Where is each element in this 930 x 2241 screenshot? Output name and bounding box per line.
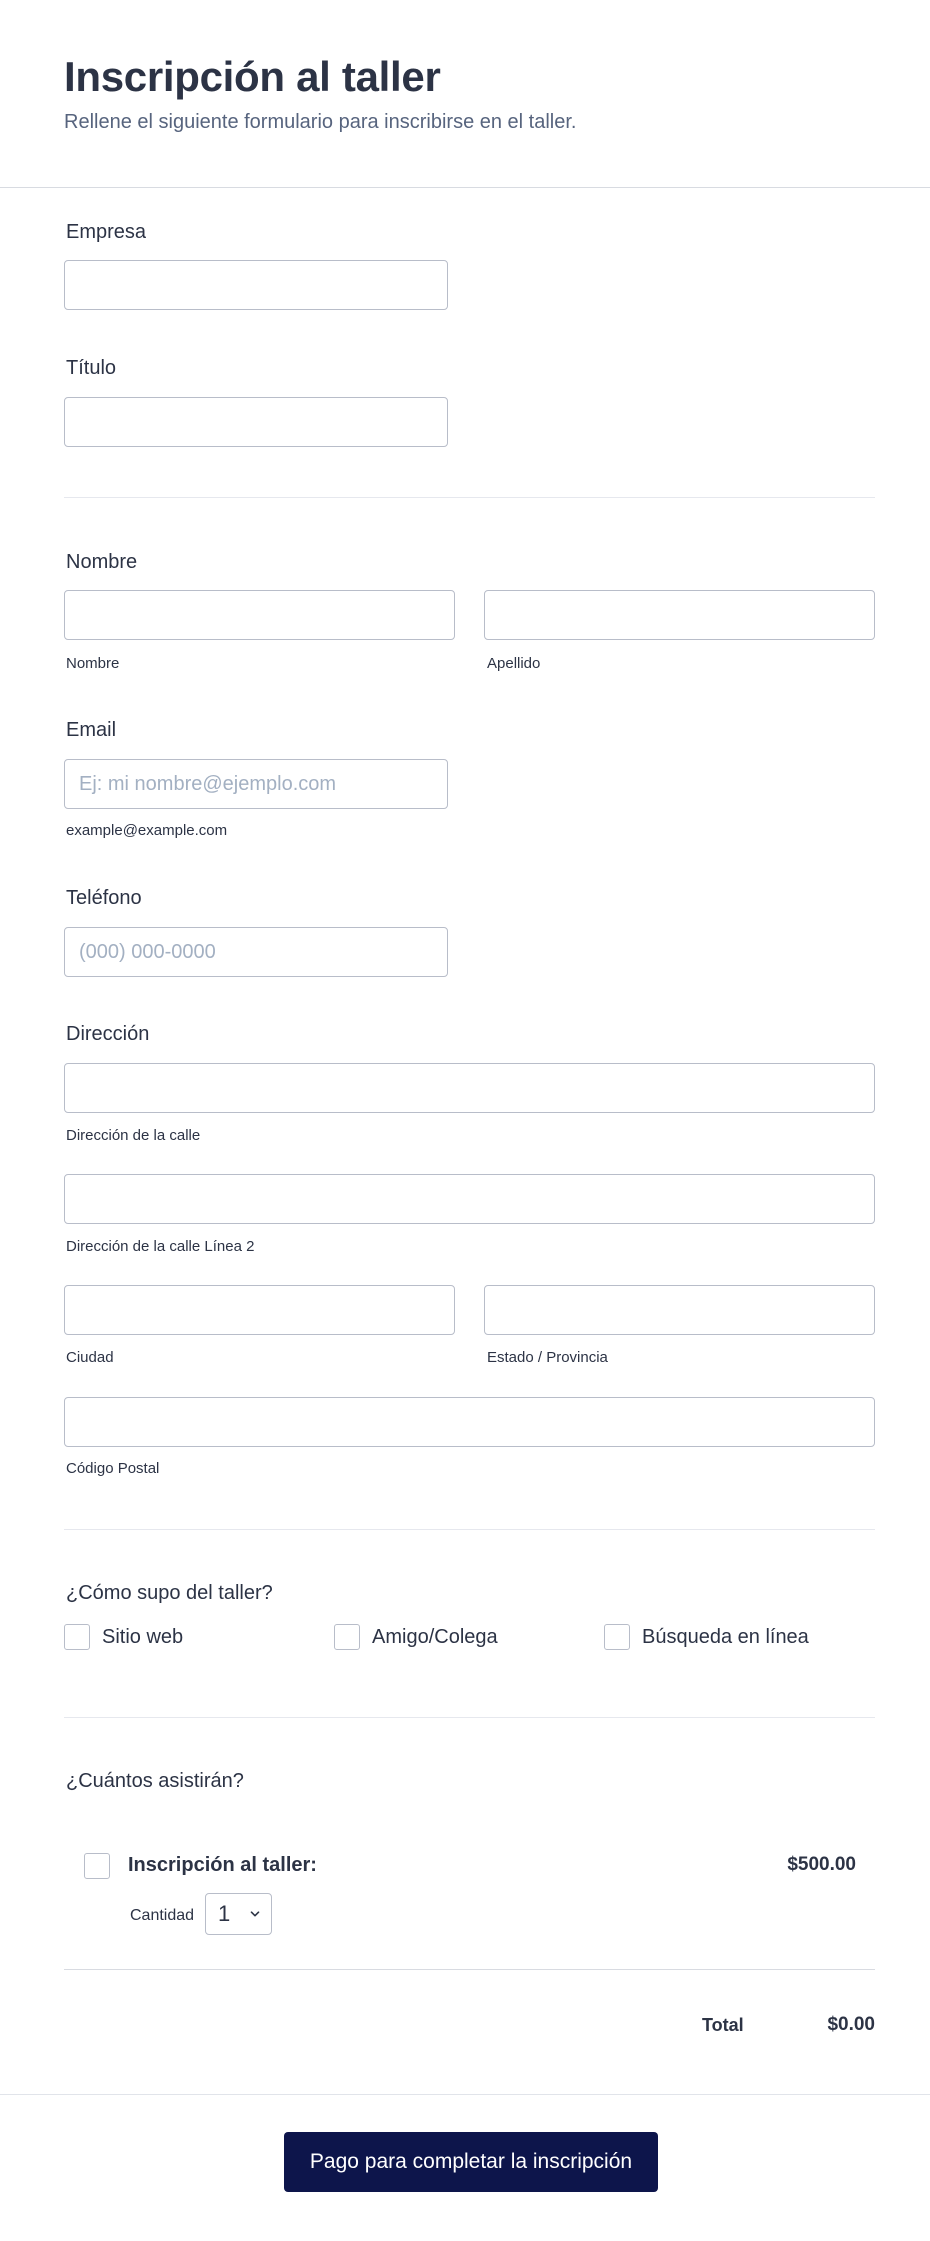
street-address-line2-input[interactable]	[64, 1174, 875, 1224]
form-title: Inscripción al taller	[64, 53, 441, 100]
section-divider	[64, 1529, 875, 1530]
city-input[interactable]	[64, 1285, 455, 1335]
source-option-label: Sitio web	[102, 1625, 184, 1648]
postal-code-sublabel: Código Postal	[66, 1460, 160, 1477]
quantity-label: Cantidad	[130, 1907, 195, 1924]
source-label: ¿Cómo supo del taller?	[66, 1582, 273, 1604]
form-header	[0, 0, 930, 188]
state-input[interactable]	[484, 1285, 875, 1335]
last-name-input[interactable]	[484, 590, 875, 640]
product-price: $500.00	[787, 1854, 856, 1875]
submit-payment-button[interactable]: Pago para completar la inscripción	[284, 2132, 658, 2192]
name-label: Nombre	[66, 551, 138, 573]
city-sublabel: Ciudad	[66, 1349, 114, 1366]
street-address-line2-sublabel: Dirección de la calle Línea 2	[66, 1238, 255, 1255]
section-divider	[64, 497, 875, 498]
total-label: Total	[702, 2015, 744, 2035]
street-address-sublabel: Dirección de la calle	[66, 1127, 201, 1144]
source-option-friend[interactable]	[334, 1624, 498, 1650]
state-sublabel: Estado / Provincia	[487, 1349, 608, 1366]
email-label: Email	[66, 719, 117, 741]
quantity-select[interactable]	[205, 1893, 272, 1935]
email-sublabel: example@example.com	[66, 822, 228, 839]
street-address-input[interactable]	[64, 1063, 875, 1113]
company-input[interactable]	[64, 260, 448, 310]
phone-label: Teléfono	[66, 887, 142, 909]
attendance-label: ¿Cuántos asistirán?	[66, 1770, 244, 1792]
source-option-online-search[interactable]	[604, 1624, 809, 1650]
last-name-sublabel: Apellido	[487, 655, 541, 672]
total-divider	[64, 1969, 875, 1970]
product-name: Inscripción al taller:	[128, 1854, 317, 1876]
checkbox[interactable]	[604, 1624, 630, 1650]
source-option-website[interactable]	[64, 1624, 183, 1650]
postal-code-input[interactable]	[64, 1397, 875, 1447]
phone-input[interactable]	[64, 927, 448, 977]
quantity-value: 1	[218, 1901, 231, 1926]
checkbox[interactable]	[64, 1624, 90, 1650]
form-subtitle: Rellene el siguiente formulario para inscribirse en el taller.	[64, 111, 577, 133]
total-value: $0.00	[827, 2014, 875, 2035]
product-checkbox[interactable]	[84, 1853, 110, 1879]
checkbox[interactable]	[334, 1624, 360, 1650]
source-option-label: Amigo/Colega	[372, 1625, 498, 1648]
first-name-input[interactable]	[64, 590, 455, 640]
job-title-input[interactable]	[64, 397, 448, 447]
company-label: Empresa	[66, 221, 147, 243]
email-input[interactable]	[64, 759, 448, 809]
address-label: Dirección	[66, 1023, 150, 1045]
source-option-label: Búsqueda en línea	[642, 1625, 809, 1648]
first-name-sublabel: Nombre	[66, 655, 120, 672]
job-title-label: Título	[66, 357, 117, 379]
chevron-down-icon	[249, 1908, 261, 1920]
section-divider	[64, 1717, 875, 1718]
